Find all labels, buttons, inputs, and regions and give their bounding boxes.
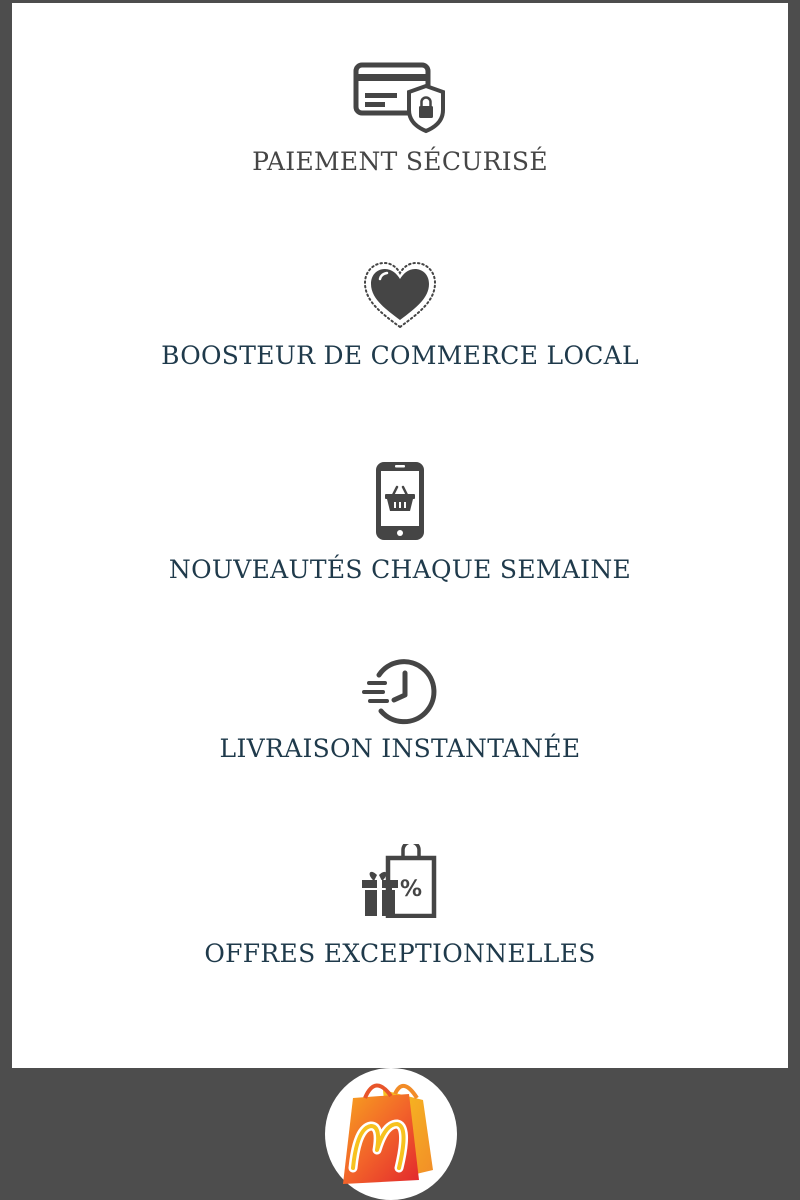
svg-text:%: % [399, 877, 423, 902]
gift-bag-percent-icon [0, 844, 800, 918]
feature-label-secure-payment: PAIEMENT SÉCURISÉ [252, 147, 548, 176]
brand-logo[interactable] [325, 1068, 457, 1200]
feature-label-exceptional-offers: OFFRES EXCEPTIONNELLES [204, 939, 596, 968]
heart-icon [0, 259, 800, 331]
secure-card-icon [0, 62, 800, 134]
feature-label-local-commerce: BOOSTEUR DE COMMERCE LOCAL [161, 341, 639, 370]
fast-clock-icon [0, 659, 800, 725]
feature-label-new-weekly: NOUVEAUTÉS CHAQUE SEMAINE [168, 555, 632, 584]
feature-label-instant-delivery: LIVRAISON INSTANTANÉE [219, 734, 581, 763]
phone-basket-icon [0, 461, 800, 541]
shopping-bag-m-logo [325, 1068, 457, 1200]
